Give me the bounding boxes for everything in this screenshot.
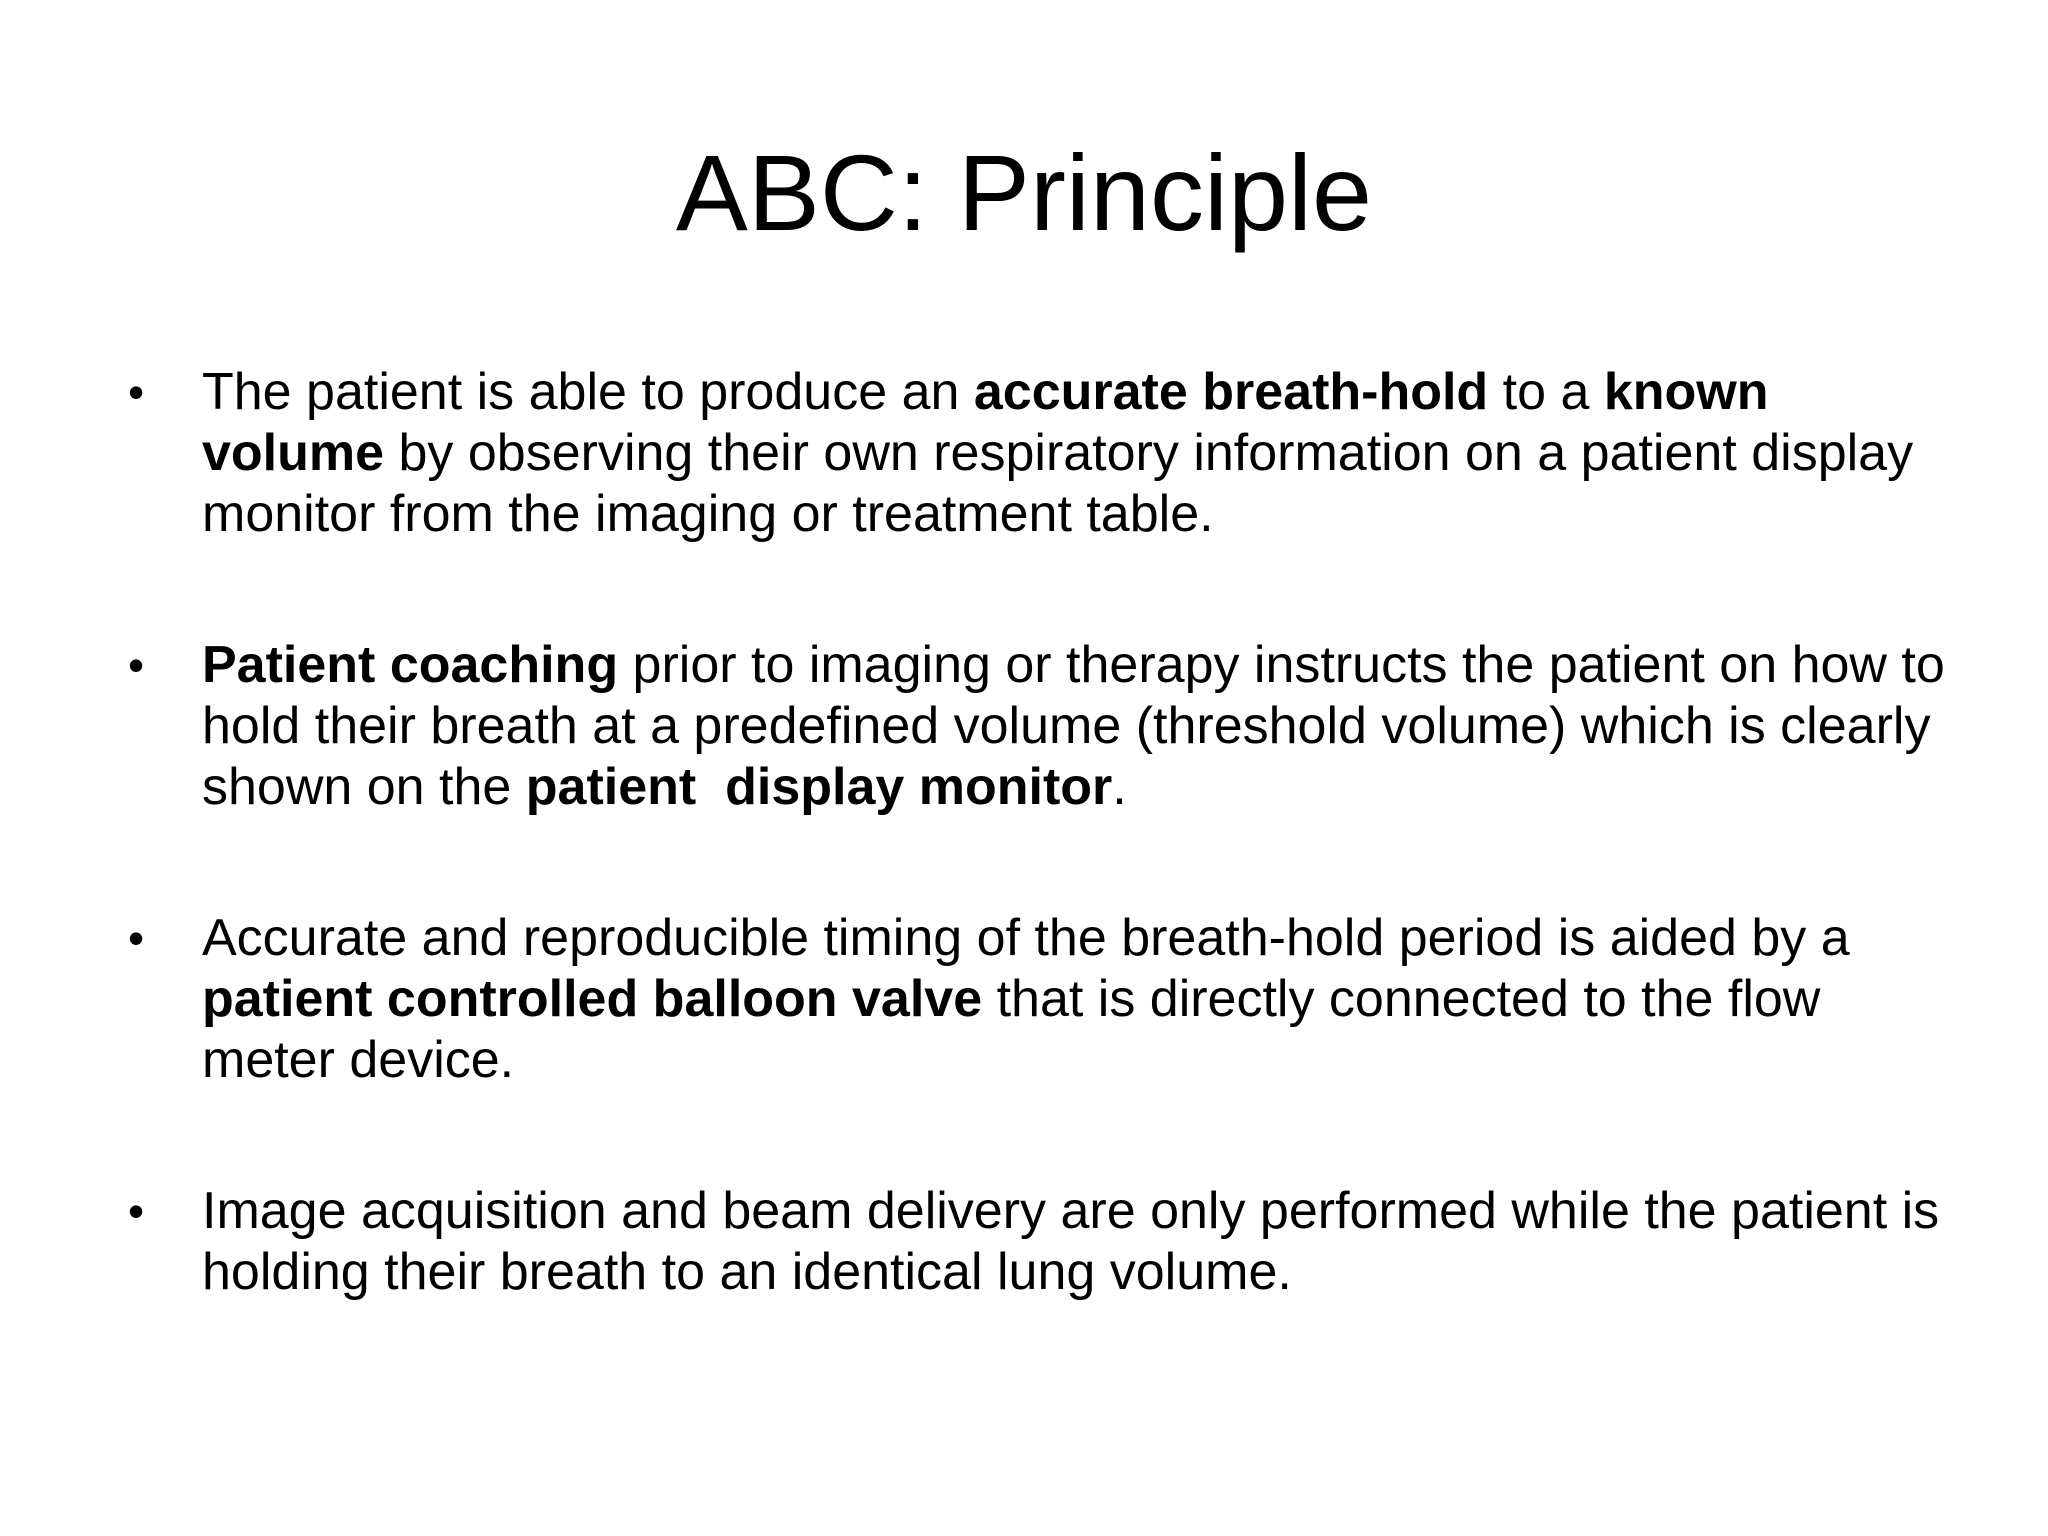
- bullet-text-segment: .: [1112, 758, 1127, 816]
- bullet-text-segment-bold: patient display monitor: [525, 758, 1113, 816]
- bullet-text-segment-bold: Patient coaching: [202, 636, 619, 694]
- bullet-list: [120, 362, 1950, 1393]
- bullet-text-segment: to a: [1488, 363, 1604, 421]
- bullet-text-segment: Accurate and reproducible timing of the breath-hold period is aided by a: [202, 909, 1850, 967]
- slide-title: ABC: Principle: [675, 132, 1373, 253]
- bullet-text-segment: that is directly connected to the flow meter device.: [202, 970, 1821, 1089]
- bullet-dot-icon: •: [128, 1185, 145, 1237]
- bullet-text-segment-bold: known volume: [202, 363, 1769, 482]
- bullet-dot-icon: •: [128, 912, 145, 964]
- bullet-dot-icon: •: [128, 366, 145, 418]
- bullet-text-segment-bold: patient controlled balloon valve: [202, 970, 983, 1028]
- bullet-text-segment: Image acquisition and beam delivery are only performed while the patient is holding their breath to an identical lung volume.: [202, 1182, 1940, 1301]
- bullet-text-segment: prior to imaging or therapy instructs the patient on how to hold their breath at a predefined volume (threshold volume) which is clearly shown on the: [202, 636, 1945, 816]
- bullet-text-segment: The patient is able to produce an: [202, 363, 974, 421]
- bullet-text-segment: by observing their own respiratory information on a patient display monitor from the imaging or treatment table.: [202, 424, 1914, 543]
- bullet-item: [120, 635, 1950, 818]
- bullet-item: [120, 1181, 1950, 1303]
- bullet-text-segment-bold: accurate breath-hold: [973, 363, 1489, 421]
- bullet-dot-icon: •: [128, 639, 145, 691]
- bullet-item: [120, 362, 1950, 545]
- bullet-item: [120, 908, 1950, 1091]
